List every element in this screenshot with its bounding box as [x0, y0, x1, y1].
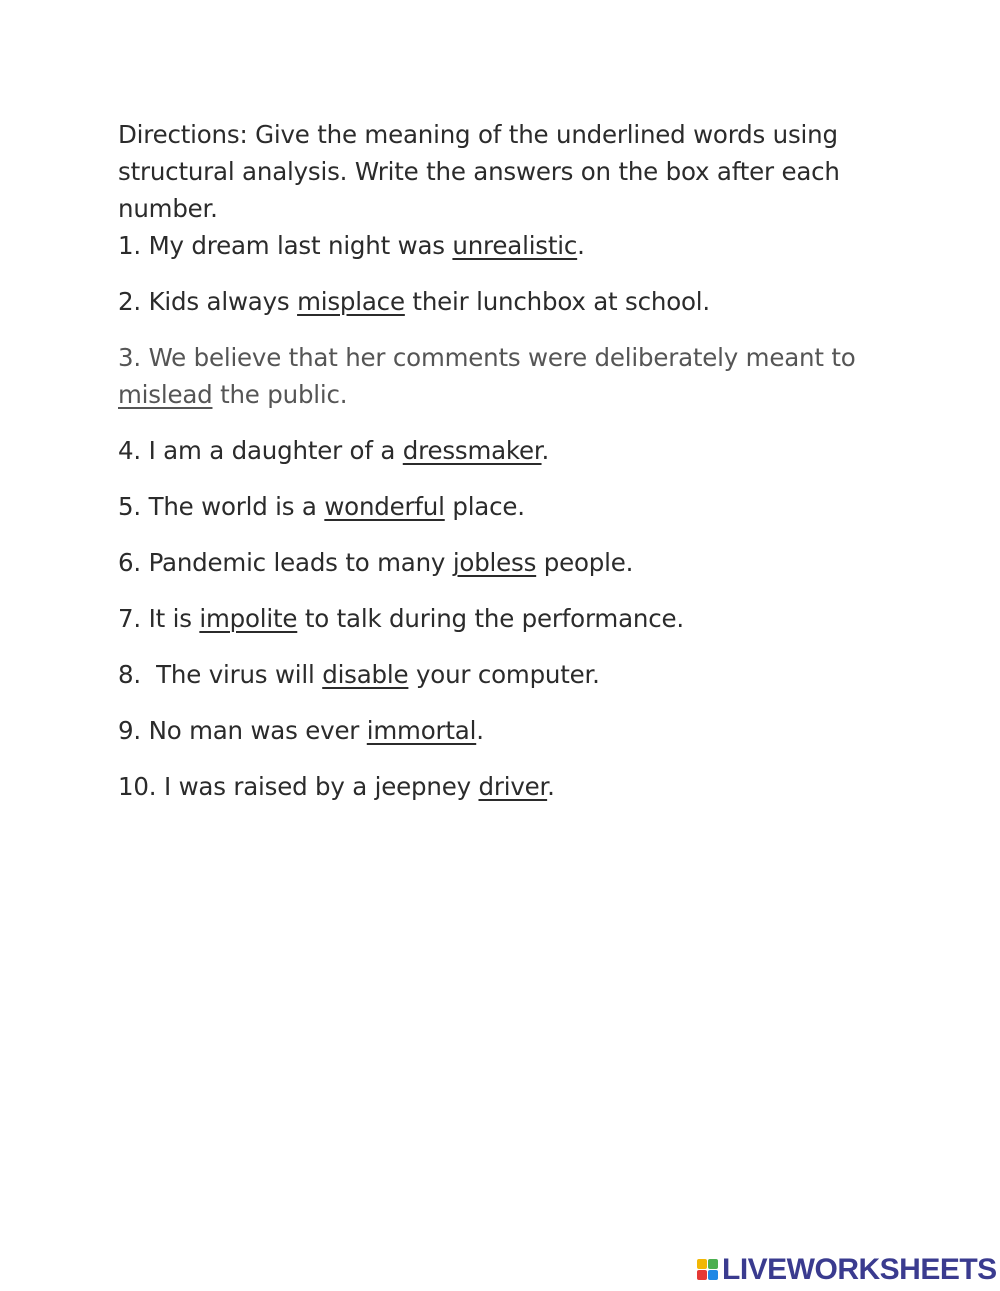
logo-square-icon — [708, 1259, 718, 1269]
question-text-end: place. — [444, 492, 525, 521]
underlined-word: jobless — [452, 548, 537, 577]
question-text: 1. My dream last night was — [118, 231, 453, 260]
underlined-word: mislead — [118, 380, 213, 409]
question-1 — [118, 227, 878, 264]
question-text-end: to talk during the performance. — [297, 604, 684, 633]
liveworksheets-logo — [697, 1255, 997, 1285]
underlined-word: immortal — [366, 716, 477, 745]
question-7 — [118, 600, 878, 637]
question-2 — [118, 283, 878, 320]
question-text: 10. I was raised by a jeepney — [118, 772, 479, 801]
question-text-end: their lunchbox at school. — [404, 287, 710, 316]
question-text-end: . — [577, 231, 585, 260]
question-4 — [118, 432, 878, 469]
question-text: 9. No man was ever — [118, 716, 367, 745]
question-text: 6. Pandemic leads to many — [118, 548, 453, 577]
question-6 — [118, 544, 878, 581]
logo-mark-icon — [697, 1259, 719, 1281]
underlined-word: driver — [478, 772, 548, 801]
worksheet-content — [118, 116, 878, 824]
underlined-word: impolite — [199, 604, 298, 633]
question-text-end: . — [541, 436, 550, 465]
directions-text: Directions: Give the meaning of the underlined words using structural analysis. Write the answers on the box after each number. — [118, 120, 840, 223]
question-8 — [118, 656, 878, 693]
logo-square-icon — [697, 1259, 707, 1269]
logo-square-icon — [708, 1270, 718, 1280]
question-text: 7. It is — [118, 604, 200, 633]
question-text-end: . — [547, 772, 555, 801]
logo-square-icon — [697, 1270, 707, 1280]
question-text-end: the public. — [212, 380, 348, 409]
question-text: 8. The virus will — [118, 660, 323, 689]
question-text-end: your computer. — [408, 660, 600, 689]
underlined-word: dressmaker — [402, 436, 542, 465]
question-10 — [118, 768, 878, 805]
question-3 — [118, 339, 878, 413]
question-text-end: . — [476, 716, 484, 745]
logo-text: LIVEWORKSHEETS — [722, 1253, 997, 1286]
question-text: 4. I am a daughter of a — [118, 436, 403, 465]
question-text: 5. The world is a — [118, 492, 325, 521]
question-text-end: people. — [536, 548, 634, 577]
question-text: 3. We believe that her comments were deliberately meant to — [118, 343, 856, 372]
question-text: 2. Kids always — [118, 287, 298, 316]
underlined-word: unrealistic — [452, 231, 578, 260]
question-9 — [118, 712, 878, 749]
underlined-word: misplace — [297, 287, 405, 316]
question-5 — [118, 488, 878, 525]
underlined-word: wonderful — [324, 492, 445, 521]
underlined-word: disable — [322, 660, 409, 689]
